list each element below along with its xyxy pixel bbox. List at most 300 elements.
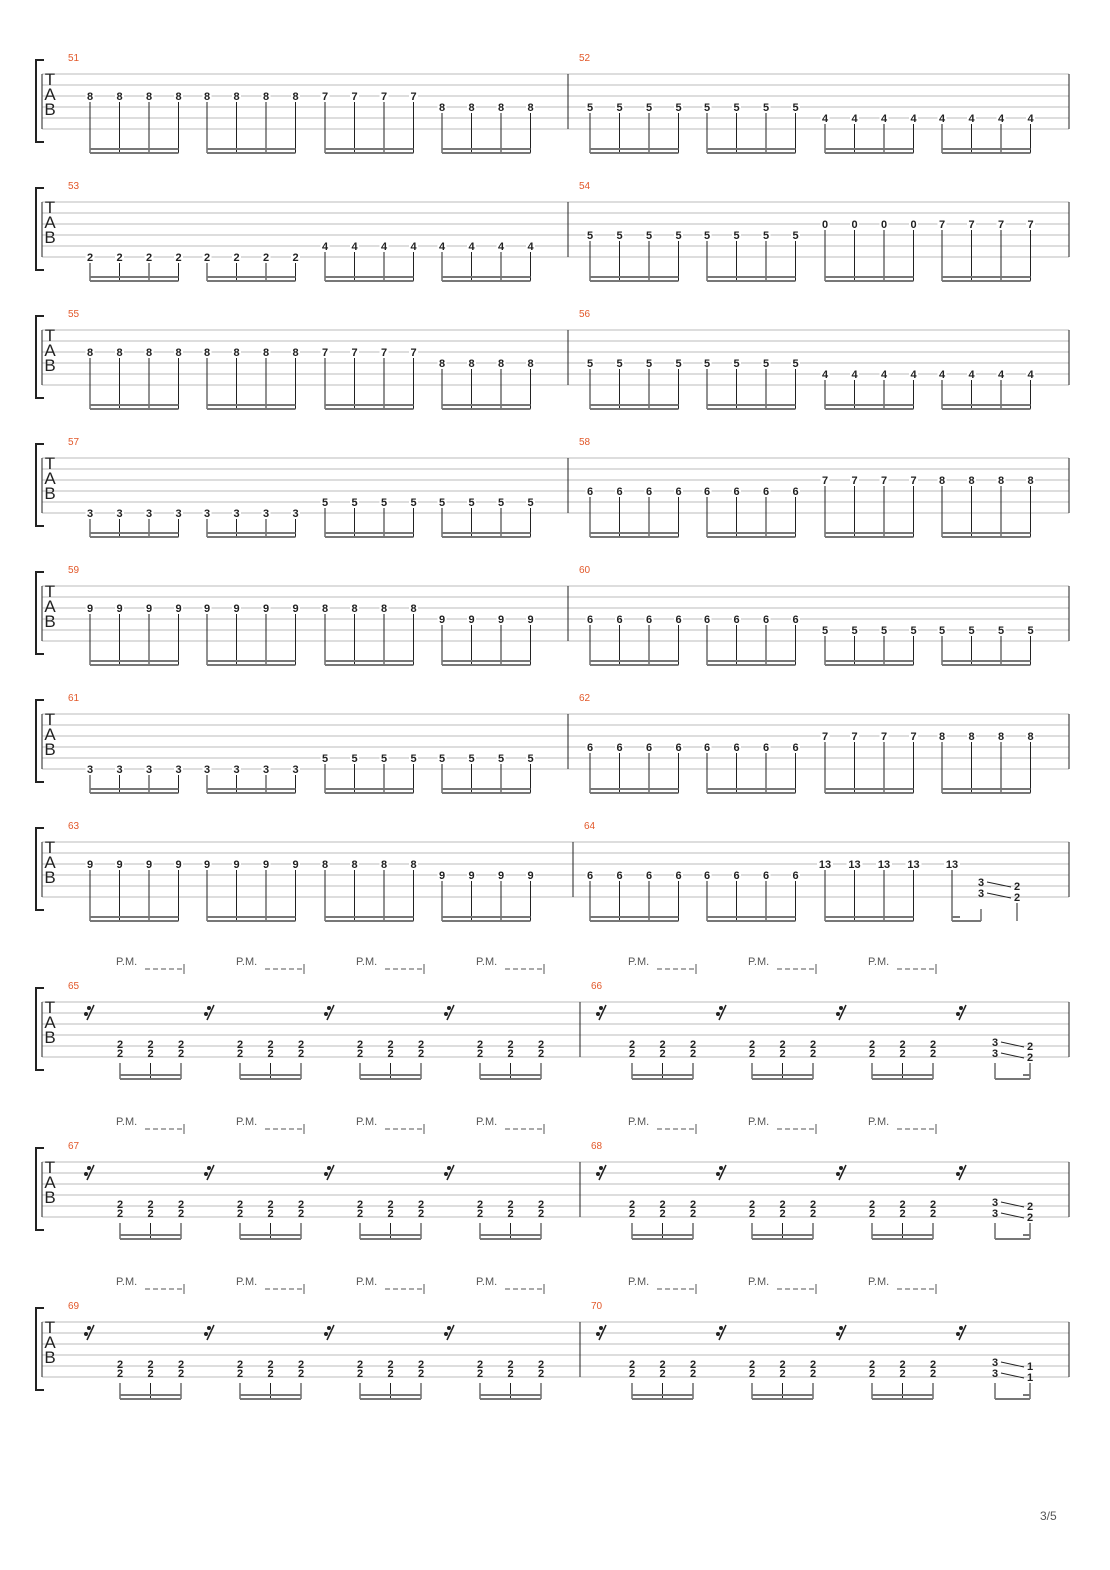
fret-number: 2 <box>476 1199 484 1211</box>
fret-number: 3 <box>977 888 985 900</box>
fret-number: 2 <box>476 1039 484 1051</box>
fret-number: 7 <box>880 475 888 487</box>
fret-number: 9 <box>203 859 211 871</box>
fret-number: 2 <box>267 1359 274 1371</box>
rest-dot-upper <box>207 1166 211 1170</box>
fret-number: 8 <box>968 475 975 487</box>
fret-number: 3 <box>977 877 985 889</box>
fret-number: 8 <box>175 91 182 103</box>
fret-number: 6 <box>762 870 770 882</box>
rest-dot-upper <box>327 1166 331 1170</box>
rest-dot-lower <box>836 1172 840 1176</box>
fret-number: 6 <box>616 486 623 498</box>
tab-clef-letter: T <box>44 454 56 473</box>
fret-number: 5 <box>468 497 475 509</box>
tab-clef-letter: B <box>44 1028 56 1047</box>
fret-number: 9 <box>497 870 505 882</box>
fret-number: 5 <box>645 230 653 242</box>
fret-number: 2 <box>929 1359 937 1371</box>
fret-number: 9 <box>145 859 153 871</box>
fret-number: 2 <box>899 1208 906 1220</box>
fret-number: 3 <box>991 1368 999 1380</box>
fret-number: 3 <box>292 508 299 520</box>
fret-number: 2 <box>507 1048 514 1060</box>
fret-number: 6 <box>645 742 653 754</box>
rest-dot-upper <box>207 1326 211 1330</box>
fret-number: 9 <box>175 859 182 871</box>
fret-number: 2 <box>476 1048 484 1060</box>
fret-number: 3 <box>991 1197 999 1209</box>
fret-number: 6 <box>762 742 770 754</box>
palm-mute-label: P.M. <box>628 956 650 968</box>
fret-number: 2 <box>748 1208 756 1220</box>
fret-number: 6 <box>645 614 653 626</box>
fret-number: 5 <box>675 230 682 242</box>
tab-clef-letter: B <box>44 100 56 119</box>
fret-number: 2 <box>899 1359 906 1371</box>
fret-number: 8 <box>321 603 329 615</box>
fret-number: 2 <box>809 1048 817 1060</box>
system-bracket <box>36 572 44 654</box>
measure-number: 65 <box>68 981 80 992</box>
fret-number: 2 <box>809 1208 817 1220</box>
fret-number: 5 <box>762 230 770 242</box>
fret-number: 2 <box>417 1208 425 1220</box>
fret-number: 2 <box>116 1368 124 1380</box>
rest-dot-lower <box>836 1332 840 1336</box>
fret-number: 3 <box>145 764 153 776</box>
fret-number: 2 <box>689 1208 697 1220</box>
fret-number: 2 <box>387 1048 394 1060</box>
measure-number: 67 <box>68 1141 80 1152</box>
fret-number: 3 <box>175 508 182 520</box>
palm-mute-label: P.M. <box>116 1276 138 1288</box>
palm-mute-label: P.M. <box>476 956 498 968</box>
fret-number: 2 <box>1013 881 1021 893</box>
fret-number: 2 <box>116 1208 124 1220</box>
fret-number: 5 <box>321 497 329 509</box>
fret-number: 2 <box>387 1359 394 1371</box>
fret-number: 2 <box>689 1199 697 1211</box>
fret-number: 5 <box>733 358 740 370</box>
fret-number: 2 <box>267 1039 274 1051</box>
fret-number: 2 <box>417 1368 425 1380</box>
fret-number: 5 <box>733 230 740 242</box>
tab-clef-letter: B <box>44 1188 56 1207</box>
fret-number: 6 <box>616 614 623 626</box>
system-bracket <box>36 1148 44 1230</box>
fret-number: 5 <box>910 625 917 637</box>
fret-number: 3 <box>203 508 211 520</box>
palm-mute-label: P.M. <box>748 956 770 968</box>
fret-number: 13 <box>945 859 959 871</box>
fret-number: 8 <box>116 347 123 359</box>
fret-number: 8 <box>203 91 211 103</box>
fret-number: 2 <box>689 1368 697 1380</box>
fret-number: 2 <box>417 1359 425 1371</box>
fret-number: 2 <box>292 252 299 264</box>
fret-number: 2 <box>177 1048 185 1060</box>
fret-number: 2 <box>748 1048 756 1060</box>
fret-number: 2 <box>507 1208 514 1220</box>
tab-clef-letter: T <box>44 1318 56 1337</box>
fret-number: 2 <box>387 1039 394 1051</box>
fret-number: 8 <box>86 347 94 359</box>
fret-number: 2 <box>537 1359 545 1371</box>
rest-dot-lower <box>324 1332 328 1336</box>
fret-number: 4 <box>321 241 329 253</box>
fret-number: 7 <box>821 731 829 743</box>
fret-number: 2 <box>537 1368 545 1380</box>
fret-number: 5 <box>527 497 534 509</box>
palm-mute-label: P.M. <box>628 1276 650 1288</box>
fret-number: 8 <box>86 91 94 103</box>
fret-number: 8 <box>997 731 1005 743</box>
fret-number: 5 <box>675 358 682 370</box>
fret-number: 2 <box>929 1199 937 1211</box>
fret-number: 2 <box>748 1199 756 1211</box>
fret-number: 2 <box>659 1048 666 1060</box>
fret-number: 7 <box>968 219 975 231</box>
fret-number: 4 <box>497 241 505 253</box>
fret-number: 2 <box>779 1359 786 1371</box>
fret-number: 2 <box>356 1199 364 1211</box>
fret-number: 2 <box>356 1039 364 1051</box>
fret-number: 9 <box>86 859 94 871</box>
fret-number: 2 <box>809 1039 817 1051</box>
fret-number: 9 <box>527 870 534 882</box>
fret-number: 5 <box>497 497 505 509</box>
rest-dot-upper <box>447 1326 451 1330</box>
fret-number: 6 <box>792 870 799 882</box>
fret-number: 2 <box>86 252 94 264</box>
rest-dot-upper <box>447 1166 451 1170</box>
tab-clef-letter: B <box>44 1348 56 1367</box>
fret-number: 2 <box>748 1039 756 1051</box>
measure-number: 54 <box>579 181 591 192</box>
fret-number: 5 <box>733 102 740 114</box>
measure-number: 68 <box>591 1141 603 1152</box>
fret-number: 7 <box>910 475 917 487</box>
tab-clef-letter: A <box>44 341 56 360</box>
fret-number: 2 <box>476 1359 484 1371</box>
tab-clef-letter: T <box>44 70 56 89</box>
system-bracket <box>36 700 44 782</box>
fret-number: 5 <box>1027 625 1034 637</box>
fret-number: 8 <box>968 731 975 743</box>
rest-dot-lower <box>716 1012 720 1016</box>
tab-clef-letter: T <box>44 198 56 217</box>
fret-number: 2 <box>147 1048 154 1060</box>
rest-dot-upper <box>447 1006 451 1010</box>
fret-number: 2 <box>689 1039 697 1051</box>
rest-dot-lower <box>444 1012 448 1016</box>
fret-number: 5 <box>497 753 505 765</box>
fret-number: 8 <box>351 859 358 871</box>
measure-number: 66 <box>591 981 603 992</box>
fret-number: 6 <box>733 486 740 498</box>
fret-number: 5 <box>792 102 799 114</box>
rest-dot-lower <box>324 1012 328 1016</box>
fret-number: 3 <box>991 1208 999 1220</box>
palm-mute-label: P.M. <box>628 1116 650 1128</box>
fret-number: 2 <box>417 1199 425 1211</box>
fret-number: 2 <box>779 1199 786 1211</box>
fret-number: 8 <box>1027 475 1034 487</box>
rest-dot-upper <box>719 1006 723 1010</box>
fret-number: 7 <box>938 219 946 231</box>
fret-number: 2 <box>537 1208 545 1220</box>
fret-number: 6 <box>586 870 594 882</box>
measure-number: 59 <box>68 565 80 576</box>
fret-number: 5 <box>351 497 358 509</box>
measure-number: 70 <box>591 1301 603 1312</box>
fret-number: 3 <box>203 764 211 776</box>
fret-number: 2 <box>659 1359 666 1371</box>
fret-number: 2 <box>116 1359 124 1371</box>
measure-number: 61 <box>68 693 80 704</box>
fret-number: 4 <box>997 113 1005 125</box>
fret-number: 0 <box>851 219 858 231</box>
fret-number: 8 <box>380 859 388 871</box>
palm-mute-label: P.M. <box>748 1276 770 1288</box>
fret-number: 5 <box>968 625 975 637</box>
fret-number: 5 <box>410 753 417 765</box>
system-bracket <box>36 188 44 270</box>
tab-clef-letter: A <box>44 597 56 616</box>
rest-dot-upper <box>959 1326 963 1330</box>
measure-number: 51 <box>68 53 80 64</box>
fret-number: 3 <box>86 764 94 776</box>
measure-number: 63 <box>68 821 80 832</box>
fret-number: 2 <box>177 1199 185 1211</box>
fret-number: 6 <box>586 486 594 498</box>
fret-number: 5 <box>438 753 446 765</box>
palm-mute-label: P.M. <box>236 956 258 968</box>
system-bracket <box>36 316 44 398</box>
measure-number: 53 <box>68 181 80 192</box>
fret-number: 2 <box>659 1208 666 1220</box>
fret-number: 2 <box>929 1208 937 1220</box>
tab-clef-letter: A <box>44 1013 56 1032</box>
palm-mute-label: P.M. <box>868 1276 890 1288</box>
fret-number: 5 <box>351 753 358 765</box>
fret-number: 8 <box>468 358 475 370</box>
fret-number: 1 <box>1026 1372 1034 1384</box>
fret-number: 6 <box>675 742 682 754</box>
tab-clef-letter: B <box>44 612 56 631</box>
fret-number: 5 <box>380 753 388 765</box>
fret-number: 8 <box>380 603 388 615</box>
fret-number: 2 <box>116 252 123 264</box>
tab-clef-letter: B <box>44 228 56 247</box>
fret-number: 9 <box>203 603 211 615</box>
rest-dot-upper <box>327 1326 331 1330</box>
palm-mute-label: P.M. <box>116 1116 138 1128</box>
fret-number: 5 <box>410 497 417 509</box>
fret-number: 7 <box>380 91 388 103</box>
fret-number: 5 <box>645 358 653 370</box>
fret-number: 2 <box>476 1368 484 1380</box>
fret-number: 6 <box>675 870 682 882</box>
fret-number: 4 <box>468 241 475 253</box>
fret-number: 2 <box>203 252 211 264</box>
rest-dot-upper <box>839 1166 843 1170</box>
fret-number: 4 <box>821 113 829 125</box>
palm-mute-label: P.M. <box>868 956 890 968</box>
fret-number: 6 <box>675 614 682 626</box>
fret-number: 8 <box>292 347 299 359</box>
tab-clef-letter: A <box>44 1333 56 1352</box>
fret-number: 5 <box>321 753 329 765</box>
fret-number: 2 <box>177 1039 185 1051</box>
rest-dot-lower <box>836 1012 840 1016</box>
rest-dot-upper <box>599 1006 603 1010</box>
palm-mute-label: P.M. <box>356 956 378 968</box>
fret-number: 4 <box>910 369 917 381</box>
fret-number: 4 <box>851 369 858 381</box>
fret-number: 5 <box>527 753 534 765</box>
fret-number: 2 <box>177 1368 185 1380</box>
fret-number: 2 <box>868 1199 876 1211</box>
rest-dot-upper <box>207 1006 211 1010</box>
fret-number: 2 <box>748 1359 756 1371</box>
system-bracket <box>36 1308 44 1390</box>
fret-number: 2 <box>929 1048 937 1060</box>
fret-number: 8 <box>351 603 358 615</box>
fret-number: 7 <box>851 731 858 743</box>
fret-number: 8 <box>233 91 240 103</box>
measure-number: 58 <box>579 437 591 448</box>
fret-number: 6 <box>733 742 740 754</box>
fret-number: 2 <box>147 1368 154 1380</box>
fret-number: 2 <box>1026 1212 1034 1224</box>
rest-dot-upper <box>87 1166 91 1170</box>
fret-number: 5 <box>703 358 711 370</box>
fret-number: 2 <box>145 252 153 264</box>
fret-number: 4 <box>527 241 534 253</box>
palm-mute-label: P.M. <box>476 1116 498 1128</box>
rest-dot-lower <box>716 1172 720 1176</box>
fret-number: 2 <box>507 1039 514 1051</box>
measure-number: 57 <box>68 437 80 448</box>
fret-number: 5 <box>703 102 711 114</box>
fret-number: 8 <box>145 347 153 359</box>
fret-number: 3 <box>991 1037 999 1049</box>
fret-number: 2 <box>1026 1201 1034 1213</box>
fret-number: 4 <box>880 369 888 381</box>
fret-number: 2 <box>236 1199 244 1211</box>
fret-number: 2 <box>236 1359 244 1371</box>
fret-number: 2 <box>628 1208 636 1220</box>
fret-number: 7 <box>410 347 417 359</box>
rest-dot-lower <box>204 1012 208 1016</box>
fret-number: 7 <box>880 731 888 743</box>
fret-number: 6 <box>703 614 711 626</box>
fret-number: 9 <box>292 859 299 871</box>
fret-number: 9 <box>233 603 240 615</box>
measure-number: 64 <box>584 821 596 832</box>
fret-number: 8 <box>1027 731 1034 743</box>
fret-number: 2 <box>929 1368 937 1380</box>
fret-number: 2 <box>659 1199 666 1211</box>
fret-number: 13 <box>848 859 861 871</box>
fret-number: 8 <box>410 603 417 615</box>
fret-number: 2 <box>899 1039 906 1051</box>
fret-number: 4 <box>880 113 888 125</box>
fret-number: 2 <box>262 252 270 264</box>
fret-number: 2 <box>387 1199 394 1211</box>
fret-number: 3 <box>116 764 123 776</box>
fret-number: 9 <box>438 614 446 626</box>
fret-number: 2 <box>417 1039 425 1051</box>
fret-number: 6 <box>645 870 653 882</box>
fret-number: 2 <box>116 1039 124 1051</box>
palm-mute-label: P.M. <box>116 956 138 968</box>
fret-number: 2 <box>297 1199 305 1211</box>
fret-number: 4 <box>821 369 829 381</box>
fret-number: 2 <box>779 1208 786 1220</box>
fret-number: 3 <box>292 764 299 776</box>
fret-number: 2 <box>297 1368 305 1380</box>
fret-number: 0 <box>821 219 829 231</box>
fret-number: 13 <box>818 859 832 871</box>
fret-number: 8 <box>938 475 946 487</box>
tab-clef-letter: T <box>44 998 56 1017</box>
fret-number: 2 <box>868 1048 876 1060</box>
fret-number: 7 <box>1027 219 1034 231</box>
rest-dot-upper <box>599 1326 603 1330</box>
rest-dot-upper <box>87 1006 91 1010</box>
fret-number: 9 <box>527 614 534 626</box>
fret-number: 2 <box>507 1199 514 1211</box>
fret-number: 3 <box>262 508 270 520</box>
tab-clef-letter: T <box>44 1158 56 1177</box>
fret-number: 2 <box>417 1048 425 1060</box>
fret-number: 6 <box>703 742 711 754</box>
measure-number: 52 <box>579 53 591 64</box>
fret-number: 2 <box>177 1208 185 1220</box>
fret-number: 2 <box>689 1359 697 1371</box>
measure-number: 60 <box>579 565 591 576</box>
fret-number: 5 <box>821 625 829 637</box>
measure-number: 69 <box>68 1301 80 1312</box>
fret-number: 2 <box>659 1039 666 1051</box>
fret-number: 2 <box>387 1208 394 1220</box>
palm-mute-label: P.M. <box>236 1276 258 1288</box>
rest-dot-lower <box>84 1332 88 1336</box>
fret-number: 6 <box>703 870 711 882</box>
fret-number: 0 <box>880 219 888 231</box>
tab-clef-letter: B <box>44 356 56 375</box>
fret-number: 8 <box>527 358 534 370</box>
rest-dot-lower <box>956 1172 960 1176</box>
fret-number: 4 <box>380 241 388 253</box>
fret-number: 6 <box>616 870 623 882</box>
fret-number: 2 <box>297 1208 305 1220</box>
fret-number: 2 <box>899 1368 906 1380</box>
fret-number: 8 <box>497 358 505 370</box>
fret-number: 2 <box>116 1199 124 1211</box>
fret-number: 8 <box>262 91 270 103</box>
fret-number: 2 <box>236 1048 244 1060</box>
fret-number: 2 <box>659 1368 666 1380</box>
fret-number: 9 <box>116 603 123 615</box>
fret-number: 7 <box>851 475 858 487</box>
fret-number: 5 <box>675 102 682 114</box>
tab-clef-letter: T <box>44 710 56 729</box>
fret-number: 5 <box>762 102 770 114</box>
